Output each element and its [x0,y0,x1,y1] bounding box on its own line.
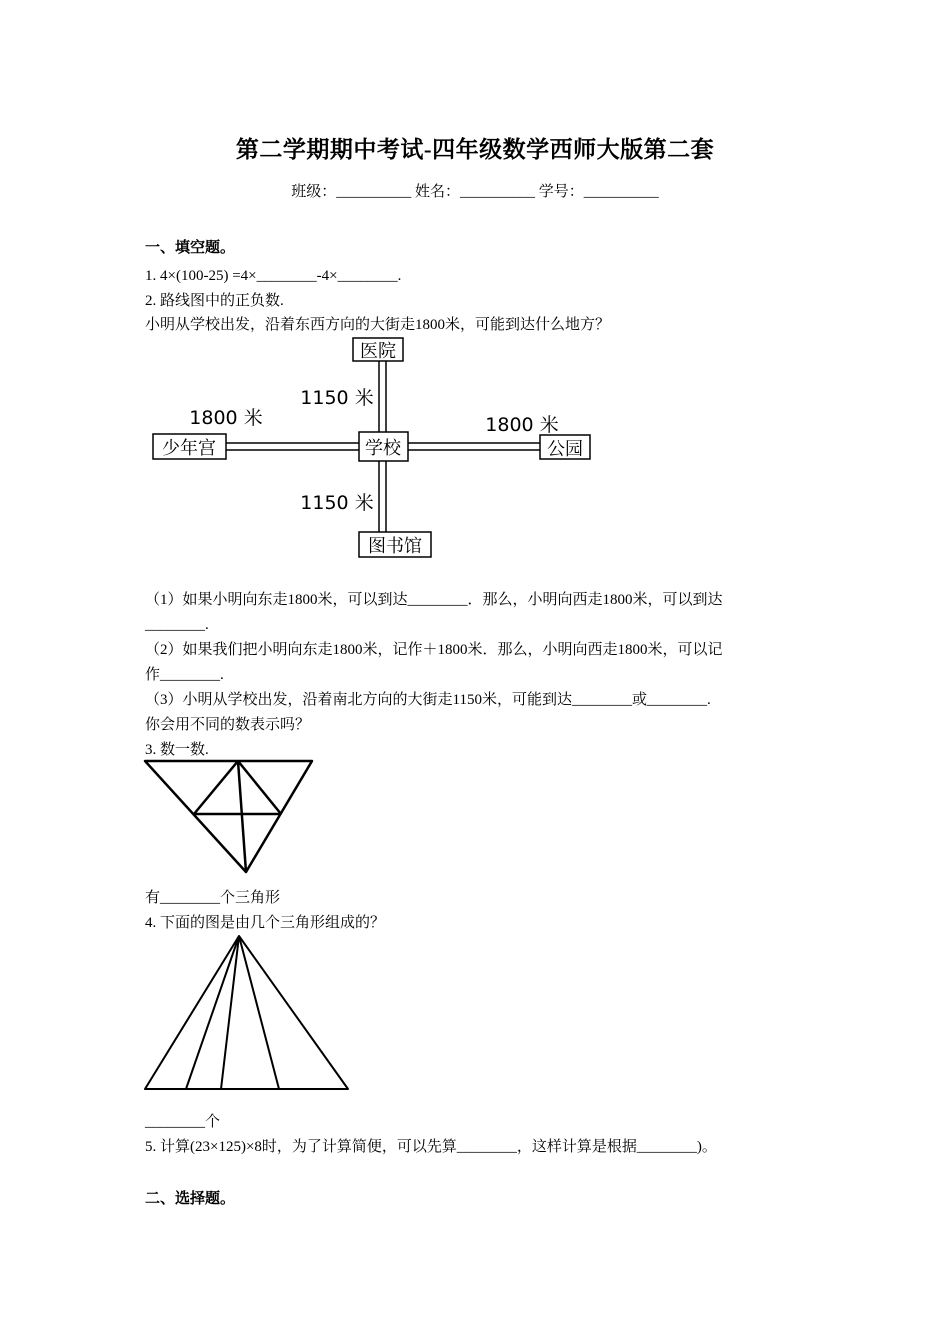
question-2-part-1-line-1: （1）如果小明向东走1800米，可以到达________．那么，小明向西走1800米，可以到达 [145,592,723,608]
hospital-label: 医院 [360,341,396,362]
student-info-line: 班级：__________ 姓名：__________ 学号：__________ [291,184,659,200]
question-3-title: 3. 数一数. [145,742,209,758]
question-2-part-3-line-2: 你会用不同的数表示吗？ [145,717,311,733]
question-2-part-3-line-1: （3）小明从学校出发，沿着南北方向的大街走1150米，可能到达________或________. [145,692,711,708]
question-3-answer: 有________个三角形 [145,890,281,906]
park-label: 公园 [547,439,583,460]
question-2-stem: 小明从学校出发，沿着东西方向的大街走1800米，可能到达什么地方？ [145,317,611,333]
question-4-answer: ________个 [145,1114,221,1130]
question-4-title: 4. 下面的图是由几个三角形组成的？ [145,915,386,931]
section-2-heading: 二、选择题。 [145,1191,236,1207]
question-2-part-2-line-1: （2）如果我们把小明向东走1800米，记作＋1800米．那么，小明向西走1800米，可以记 [145,642,723,658]
question-2-part-2-line-2: 作________. [145,667,224,683]
question-2-title: 2. 路线图中的正负数. [145,293,284,309]
distance-south-label: 1150 米 [300,492,374,514]
question-2-part-1-line-2: ________. [145,617,209,633]
section-1-heading: 一、填空题。 [145,240,236,256]
distance-north-label: 1150 米 [300,387,374,409]
distance-west-label: 1800 米 [189,407,263,429]
question-5: 5. 计算(23×125)×8时，为了计算简便，可以先算________，这样计算是根据________)。 [145,1139,717,1155]
library-label: 图书馆 [368,536,422,557]
page-title: 第二学期期中考试-四年级数学西师大版第二套 [235,137,715,162]
distance-east-label: 1800 米 [485,414,559,436]
youth-palace-label: 少年宫 [162,438,216,459]
question-1: 1. 4×(100-25) =4×________-4×________. [145,268,402,284]
school-label: 学校 [365,438,401,459]
